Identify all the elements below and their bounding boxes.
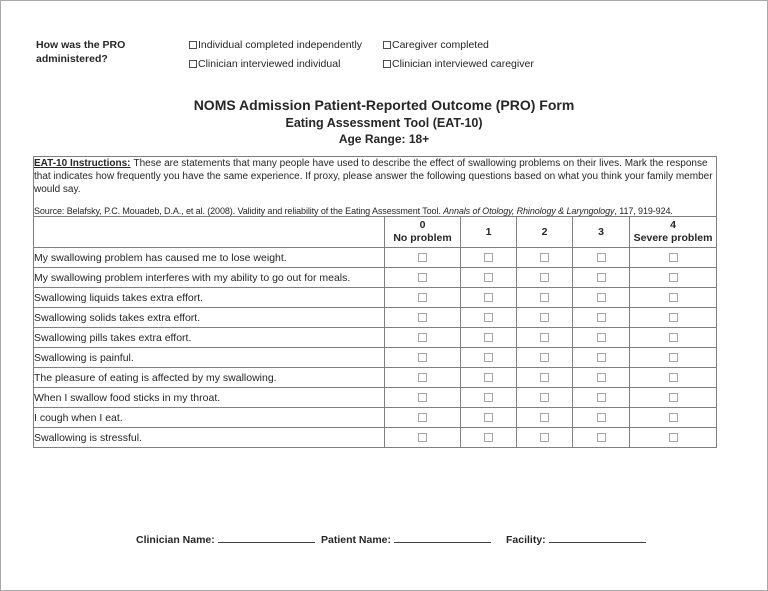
column-value: 0: [419, 219, 426, 231]
response-cell: [630, 388, 717, 408]
clinician-name-blank[interactable]: [218, 532, 315, 543]
patient-name-blank[interactable]: [394, 532, 491, 543]
response-cell: [517, 268, 573, 288]
response-checkbox[interactable]: [418, 373, 427, 382]
form-title: NOMS Admission Patient-Reported Outcome (PRO) Form: [193, 97, 575, 113]
clinician-name-label: Clinician Name:: [136, 534, 215, 546]
response-checkbox[interactable]: [669, 393, 678, 402]
checkbox-icon[interactable]: [383, 60, 391, 68]
facility-field: [506, 532, 646, 547]
table-row: [34, 348, 717, 368]
response-checkbox[interactable]: [597, 353, 606, 362]
response-cell: [385, 288, 461, 308]
column-value: 2: [541, 225, 548, 238]
response-checkbox[interactable]: [597, 373, 606, 382]
title-block: [1, 97, 767, 146]
response-cell: [461, 288, 517, 308]
response-cell: [573, 288, 630, 308]
rating-header-row: [34, 217, 717, 248]
administration-options: [189, 38, 534, 71]
table-row: [34, 248, 717, 268]
response-checkbox[interactable]: [418, 413, 427, 422]
response-cell: [573, 348, 630, 368]
column-header-3: [573, 217, 630, 248]
admin-option-label: Clinician interviewed individual: [198, 58, 341, 70]
response-cell: [573, 328, 630, 348]
response-cell: [517, 348, 573, 368]
response-checkbox[interactable]: [669, 273, 678, 282]
response-checkbox[interactable]: [418, 333, 427, 342]
question-label: Swallowing is painful.: [34, 348, 385, 368]
response-cell: [461, 388, 517, 408]
administration-section: [36, 38, 534, 71]
response-cell: [573, 248, 630, 268]
response-cell: [385, 368, 461, 388]
response-cell: [385, 428, 461, 448]
table-row: [34, 408, 717, 428]
facility-label: Facility:: [506, 534, 546, 546]
admin-option[interactable]: [189, 57, 383, 71]
response-checkbox[interactable]: [540, 413, 549, 422]
question-column-header: [34, 217, 385, 248]
source-citation: [34, 206, 716, 216]
table-row: [34, 288, 717, 308]
column-value: 1: [485, 225, 492, 238]
table-row: [34, 308, 717, 328]
response-checkbox[interactable]: [669, 253, 678, 262]
response-cell: [630, 328, 717, 348]
response-checkbox[interactable]: [418, 273, 427, 282]
response-checkbox[interactable]: [597, 393, 606, 402]
response-cell: [573, 428, 630, 448]
response-cell: [630, 288, 717, 308]
checkbox-icon[interactable]: [189, 41, 197, 49]
response-cell: [573, 268, 630, 288]
question-label: When I swallow food sticks in my throat.: [34, 388, 385, 408]
response-checkbox[interactable]: [669, 433, 678, 442]
clinician-name-field: [136, 532, 315, 547]
response-checkbox[interactable]: [484, 393, 493, 402]
question-label: Swallowing solids takes extra effort.: [34, 308, 385, 328]
table-row: [34, 268, 717, 288]
administration-question: How was the PRO administered?: [36, 39, 126, 65]
response-cell: [461, 328, 517, 348]
response-checkbox[interactable]: [669, 373, 678, 382]
response-cell: [385, 388, 461, 408]
facility-blank[interactable]: [549, 532, 646, 543]
response-checkbox[interactable]: [540, 313, 549, 322]
response-cell: [630, 428, 717, 448]
patient-name-field: [321, 532, 491, 547]
column-header-1: [461, 217, 517, 248]
response-checkbox[interactable]: [418, 393, 427, 402]
question-label: The pleasure of eating is affected by my swallowing.: [34, 368, 385, 388]
response-checkbox[interactable]: [418, 353, 427, 362]
response-checkbox[interactable]: [597, 413, 606, 422]
response-cell: [517, 428, 573, 448]
response-cell: [385, 348, 461, 368]
response-cell: [573, 368, 630, 388]
response-cell: [573, 388, 630, 408]
response-cell: [385, 328, 461, 348]
table-row: [34, 428, 717, 448]
response-cell: [517, 388, 573, 408]
column-header-2: [517, 217, 573, 248]
admin-option-label: Clinician interviewed caregiver: [392, 58, 534, 70]
response-checkbox[interactable]: [540, 433, 549, 442]
patient-name-label: Patient Name:: [321, 534, 392, 546]
response-checkbox[interactable]: [597, 253, 606, 262]
question-label: Swallowing pills takes extra effort.: [34, 328, 385, 348]
checkbox-icon[interactable]: [383, 41, 391, 49]
response-checkbox[interactable]: [597, 293, 606, 302]
instructions-row: [34, 157, 717, 217]
admin-option-label: Individual completed independently: [198, 39, 363, 51]
response-checkbox[interactable]: [484, 273, 493, 282]
eat10-table: [33, 156, 717, 448]
instructions-cell: [34, 157, 717, 217]
response-checkbox[interactable]: [418, 313, 427, 322]
admin-option-label: Caregiver completed: [392, 39, 489, 51]
column-header-0: [385, 217, 461, 248]
response-cell: [573, 308, 630, 328]
response-checkbox[interactable]: [484, 433, 493, 442]
response-checkbox[interactable]: [484, 333, 493, 342]
question-label: Swallowing is stressful.: [34, 428, 385, 448]
question-label: My swallowing problem interferes with my ability to go out for meals.: [34, 268, 385, 288]
response-checkbox[interactable]: [597, 433, 606, 442]
response-checkbox[interactable]: [597, 273, 606, 282]
response-cell: [630, 348, 717, 368]
response-cell: [630, 308, 717, 328]
response-checkbox[interactable]: [669, 293, 678, 302]
response-cell: [517, 308, 573, 328]
column-label: Severe problem: [633, 232, 713, 244]
response-cell: [461, 308, 517, 328]
response-checkbox[interactable]: [669, 333, 678, 342]
response-checkbox[interactable]: [540, 353, 549, 362]
response-checkbox[interactable]: [597, 313, 606, 322]
response-checkbox[interactable]: [484, 413, 493, 422]
source-journal: Annals of Otology, Rhinology & Laryngology: [443, 205, 615, 216]
admin-option[interactable]: [189, 38, 383, 52]
response-cell: [385, 308, 461, 328]
response-cell: [517, 408, 573, 428]
question-rows: [34, 248, 717, 448]
response-checkbox[interactable]: [540, 293, 549, 302]
response-cell: [385, 408, 461, 428]
response-cell: [461, 408, 517, 428]
admin-option[interactable]: [383, 38, 534, 52]
response-checkbox[interactable]: [540, 393, 549, 402]
response-cell: [461, 348, 517, 368]
age-range: Age Range: 18+: [338, 132, 430, 146]
column-value: 4: [670, 219, 676, 231]
question-label: I cough when I eat.: [34, 408, 385, 428]
column-value: 3: [598, 225, 604, 238]
response-checkbox[interactable]: [418, 433, 427, 442]
admin-option[interactable]: [383, 57, 534, 71]
instructions-body: These are statements that many people have used to describe the effect of swallowing problems on their lives. Mark the response that indicates how frequently you have the same experience. If proxy, please answer the following questions based on what you think your family member would say.: [34, 158, 713, 196]
response-checkbox[interactable]: [540, 273, 549, 282]
response-checkbox[interactable]: [669, 413, 678, 422]
response-checkbox[interactable]: [597, 333, 606, 342]
response-cell: [461, 248, 517, 268]
table-row: [34, 388, 717, 408]
response-checkbox[interactable]: [669, 353, 678, 362]
response-cell: [385, 268, 461, 288]
response-cell: [461, 428, 517, 448]
response-cell: [630, 268, 717, 288]
form-subtitle: Eating Assessment Tool (EAT-10): [285, 116, 483, 130]
response-cell: [385, 248, 461, 268]
response-cell: [573, 408, 630, 428]
response-cell: [517, 368, 573, 388]
checkbox-icon[interactable]: [189, 60, 197, 68]
source-suffix: , 117, 919-924.: [614, 205, 673, 216]
response-cell: [630, 248, 717, 268]
response-checkbox[interactable]: [418, 293, 427, 302]
table-row: [34, 328, 717, 348]
response-checkbox[interactable]: [484, 373, 493, 382]
response-cell: [630, 368, 717, 388]
response-checkbox[interactable]: [484, 313, 493, 322]
table-row: [34, 368, 717, 388]
response-checkbox[interactable]: [484, 293, 493, 302]
response-cell: [461, 268, 517, 288]
response-checkbox[interactable]: [540, 253, 549, 262]
response-checkbox[interactable]: [484, 253, 493, 262]
response-checkbox[interactable]: [669, 313, 678, 322]
column-label: No problem: [393, 232, 452, 244]
response-checkbox[interactable]: [540, 373, 549, 382]
instructions-label: EAT-10 Instructions:: [34, 158, 131, 169]
question-label: Swallowing liquids takes extra effort.: [34, 288, 385, 308]
response-cell: [517, 288, 573, 308]
response-cell: [517, 328, 573, 348]
source-prefix: Source: Belafsky, P.C. Mouadeb, D.A., et al. (2008). Validity and reliability of the Eating Assessment Tool.: [34, 205, 444, 216]
response-checkbox[interactable]: [540, 333, 549, 342]
instructions-text: [34, 157, 716, 197]
column-header-4: [630, 217, 717, 248]
response-cell: [517, 248, 573, 268]
response-cell: [630, 408, 717, 428]
response-cell: [461, 368, 517, 388]
response-checkbox[interactable]: [484, 353, 493, 362]
question-label: My swallowing problem has caused me to lose weight.: [34, 248, 385, 268]
response-checkbox[interactable]: [418, 253, 427, 262]
